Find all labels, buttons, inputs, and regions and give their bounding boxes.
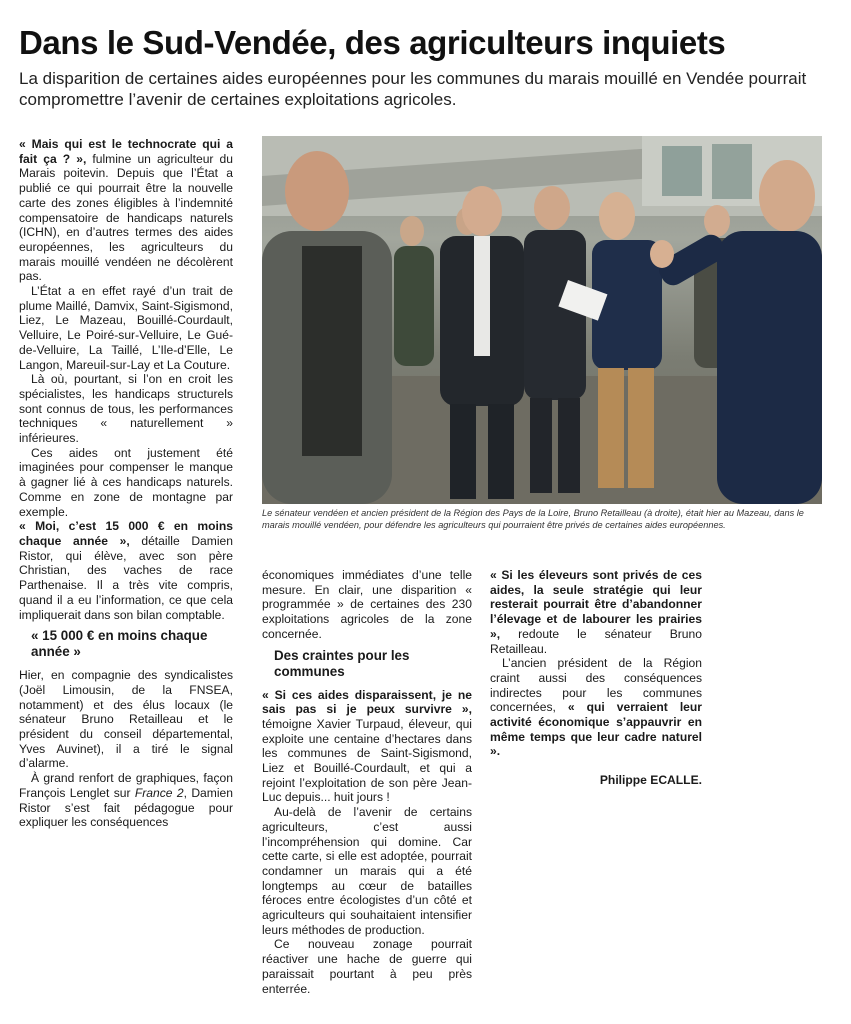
paragraph: Là où, pourtant, si l’on en croit les spécialistes, les handicaps structurels sont connus de tous, les performances techniques « naturellement » inférieures. [19, 372, 233, 446]
quote: « Mais qui est le technocrate qui a fait ça ? », [19, 137, 233, 166]
subheading: Des craintes pour les communes [274, 647, 410, 679]
paragraph-text: fulmine un agriculteur du Marais poitevin. Depuis que l’État a publié ce qui pourrait être la nouvelle carte des zones éligibles à l’indemnité compensatoire de handicaps naturels (ICHN), en d’autres termes des aides européennes, les agriculteurs du marais mouillé vendéen ne décolèrent pas. [19, 151, 233, 284]
paragraph-text: redoute le sénateur Bruno Retailleau. [490, 626, 702, 656]
paragraph [490, 568, 702, 656]
paragraph: L’État a en effet rayé d’un trait de plume Maillé, Damvix, Saint-Sigismond, Liez, Le Mazeau, Bouillé-Courdault, Velluire, Le Poiré-sur-Velluire, Le Gué-de-Velluire, La Taillé, L’Ile-d’Elle, Le Langon, Mareuil-sur-Lay et La Couture. [19, 284, 233, 372]
article-column-2 [262, 568, 472, 996]
emphasis: France 2 [134, 785, 184, 800]
standfirst: La disparition de certaines aides européennes pour les communes du marais mouillé en Vendée pourrait compromettre l’avenir de certaines exploitations agricoles. [19, 69, 807, 109]
quote: « Si les éleveurs sont privés de ces aides, la seule stratégie qui leur resterait pourrait être d’abandonner l’élevage et de labourer les prairies », [490, 568, 702, 641]
paragraph [262, 688, 472, 806]
quote: « Si ces aides disparaissent, je ne sais pas si je peux survivre », [262, 687, 472, 717]
quote: « qui verraient leur activité économique s’appauvrir en même temps que leur cadre naturel ». [490, 700, 703, 759]
quote: « Moi, c’est 15 000 € en moins chaque année », [19, 519, 233, 548]
paragraph [490, 656, 702, 759]
paragraph-text: L’ancien président de la Région craint aussi des conséquences indirectes pour les communes concernées, [490, 656, 702, 715]
article-column-3 [490, 568, 702, 788]
paragraph: économiques immédiates d’une telle mesure. En clair, une disparition « programmée » de certaines des 230 exploitations agricoles de la zone concernée. [262, 568, 472, 641]
paragraph: Ce nouveau zonage pourrait réactiver une hache de guerre qui paraissait pourtant à peu près enterrée. [262, 937, 472, 996]
paragraph: Ces aides ont justement été imaginées pour compenser le manque à gagner lié à ces handicaps naturels. Comme en zone de montagne par exemple. [19, 445, 233, 519]
photo-illustration [262, 136, 822, 504]
article-photo [262, 136, 822, 504]
headline: Dans le Sud-Vendée, des agriculteurs inquiets [19, 24, 726, 61]
paragraph-text: détaille Damien Ristor, qui élève, avec son père Christian, des vaches de race Parthenaise. Il a très vite compris, quand il a eu l’information, ce que cela impliquerait dans son bilan comptable. [19, 533, 233, 622]
photo-caption: Le sénateur vendéen et ancien président de la Région des Pays de la Loire, Bruno Retailleau (à droite), était hier au Mazeau, dans le marais mouillé vendéen, pour défendre les agriculteurs qui pourraient être privés de certaines aides européennes. [262, 508, 804, 530]
paragraph [19, 771, 233, 830]
article-column-1 [19, 137, 233, 830]
subheading: « 15 000 € en moins chaque année » [31, 628, 208, 660]
paragraph [19, 137, 233, 284]
paragraph-text: À grand renfort de graphiques, façon François Lenglet sur [19, 771, 233, 800]
paragraph [19, 519, 233, 622]
paragraph: Au-delà de l’avenir de certains agriculteurs, c’est aussi l’incompréhension qui domine. Car cette carte, si elle est adoptée, pourrait condamner un marais qui a été longtemps au cœur de batailles féroces entre écologistes d’un côté et agriculteurs qui souhaitaient intensifier leurs méthodes de production. [262, 805, 472, 937]
author-signature: Philippe ECALLE. [599, 773, 702, 788]
paragraph-text: , Damien Ristor s’est fait pédagogue pour expliquer les conséquences [19, 785, 233, 830]
paragraph-text: témoigne Xavier Turpaud, éleveur, qui exploite une centaine d’hectares dans les communes de Saint-Sigismond, Liez et Bouillé-Courdault, et qui a rejoint l’exploitation de son père Jean-Luc depuis... huit jours ! [262, 716, 472, 805]
paragraph: Hier, en compagnie des syndicalistes (Joël Limousin, de la FNSEA, notamment) et des élus locaux (le sénateur Bruno Retailleau et le président du conseil départemental, Yves Auvinet), il a tiré le signal d’alarme. [19, 668, 233, 771]
